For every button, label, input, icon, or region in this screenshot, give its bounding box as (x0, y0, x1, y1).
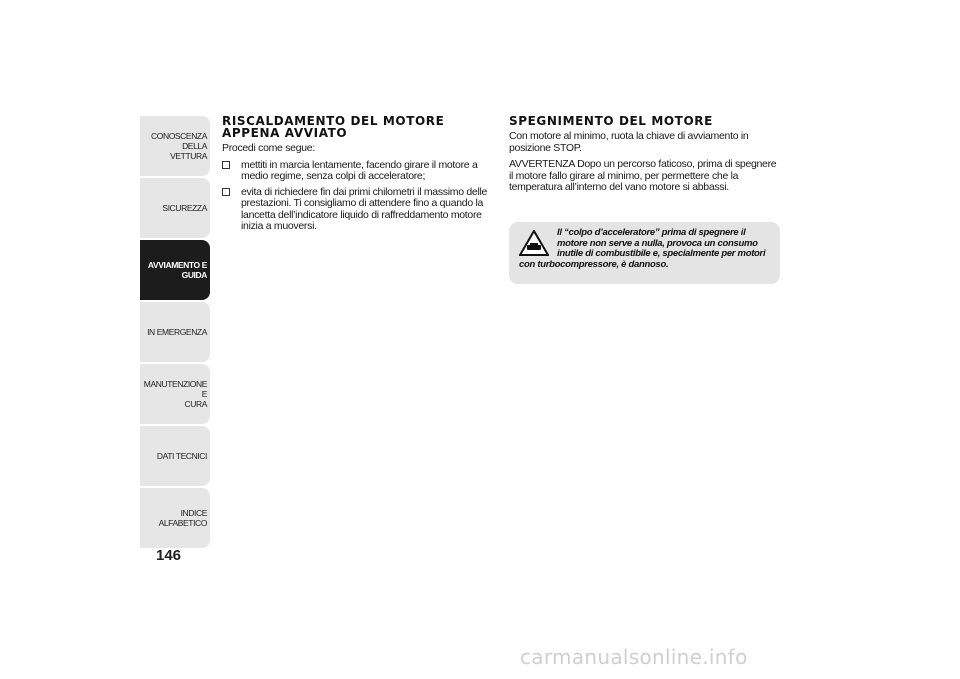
bullet-text: evita di richiedere fin dai primi chilometri il massimo delle prestazioni. Ti consigliamo di attendere fino a quando la lancetta dell’indicatore liquido di raffreddamento motore inizia a muoversi. (241, 185, 488, 232)
bullet-list (222, 160, 492, 233)
section-title-stop: SPEGNIMENTO DEL MOTORE (509, 114, 713, 128)
checkbox-bullet-icon (222, 188, 230, 196)
page-number: 146 (156, 547, 182, 564)
section-engine-warmup (222, 115, 492, 237)
bullet-text: mettiti in marcia lentamente, facendo girare il motore a medio regime, senza colpi di acceleratore; (241, 158, 478, 182)
paragraph-stop: Con motore al minimo, ruota la chiave di avviamento in posizione STOP. (509, 130, 749, 154)
warning-box (509, 222, 780, 284)
paragraph-warning: AVVERTENZA Dopo un percorso faticoso, prima di spegnere il motore fallo girare al minimo, per permettere che la temperatura all’interno del vano motore si abbassi. (509, 158, 777, 193)
checkbox-bullet-icon (222, 161, 230, 169)
tab-dati-tecnici[interactable]: DATI TECNICI (140, 426, 210, 486)
title-line-1: RISCALDAMENTO DEL MOTORE (222, 114, 445, 128)
tab-conoscenza-della-vettura[interactable]: CONOSCENZA DELLA VETTURA (140, 116, 210, 176)
watermark: carmanualsonline.info (520, 645, 748, 669)
intro-text: Procedi come segue: (222, 142, 315, 154)
section-engine-stop (509, 115, 781, 199)
tab-sicurezza[interactable]: SICUREZZA (140, 178, 210, 238)
tab-avviamento-e-guida[interactable]: AVVIAMENTO E GUIDA (140, 240, 210, 300)
section-title-warmup (222, 115, 492, 139)
tab-manutenzione-e-cura[interactable]: MANUTENZIONE E CURA (140, 364, 210, 424)
warning-triangle-icon (519, 230, 549, 256)
tab-in-emergenza[interactable]: IN EMERGENZA (140, 302, 210, 362)
tab-indice-alfabetico[interactable]: INDICE ALFABETICO (140, 488, 210, 548)
warning-text: Il “colpo d’acceleratore” prima di spegnere il motore non serve a nulla, provoca un consumo inutile di combustibile e, specialmente per motori con turbocompressore, è dannoso. (519, 227, 766, 270)
list-item (222, 160, 492, 183)
list-item (222, 187, 492, 233)
title-line-2: APPENA AVVIATO (222, 126, 348, 140)
